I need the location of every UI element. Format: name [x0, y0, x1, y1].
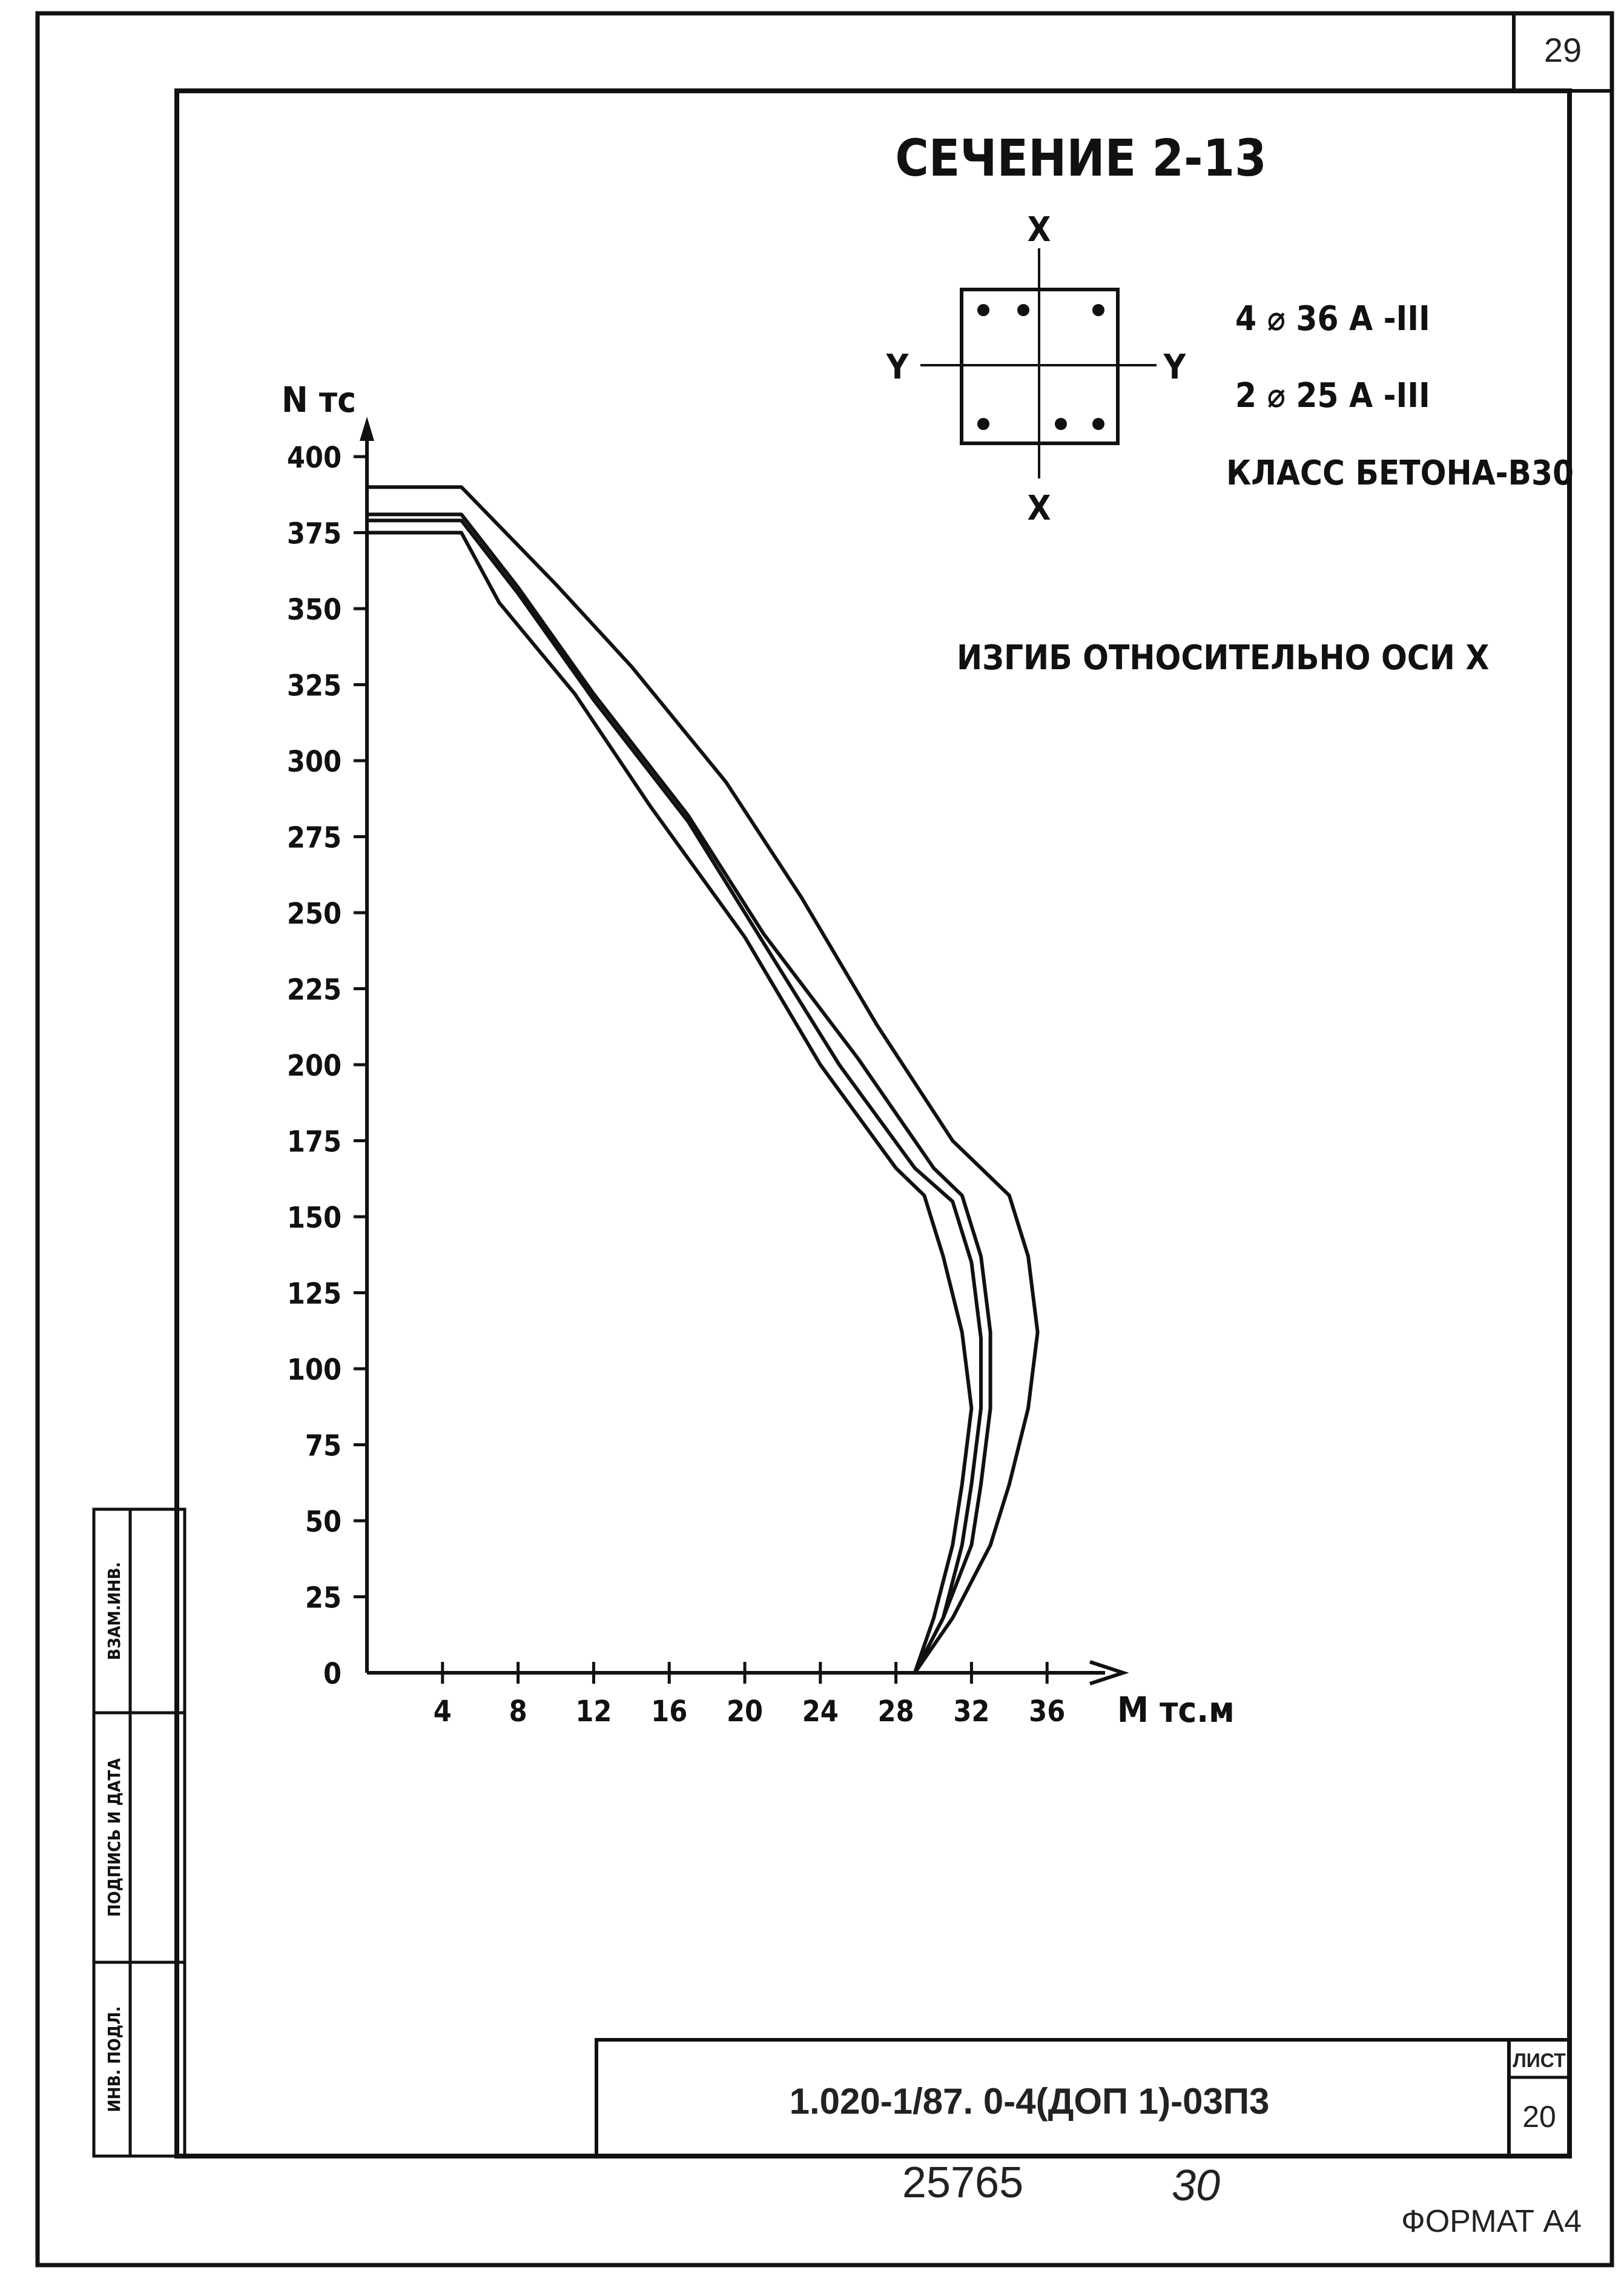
format-label: ФОРМАТ А4 — [1401, 2204, 1582, 2239]
stamp-inv-orig: ИНВ. ПОДЛ. — [104, 2006, 124, 2112]
x-tick-label: 32 — [953, 1695, 990, 1729]
series-line-curve-2 — [367, 514, 991, 1673]
outer-frame — [38, 13, 1612, 2265]
section-title: СЕЧЕНИЕ 2-13 — [895, 128, 1267, 188]
y-axis-title: N тс — [282, 379, 356, 420]
series-line-curve-3 — [367, 520, 981, 1673]
rebar-dots — [977, 304, 1104, 430]
x-tick-label: 36 — [1029, 1695, 1066, 1729]
x-tick-label: 20 — [726, 1695, 764, 1729]
x-tick-label: 16 — [651, 1695, 688, 1729]
y-tick-label: 350 — [286, 593, 342, 627]
y-tick-label: 275 — [286, 821, 342, 855]
sheet-number: 20 — [1522, 2100, 1556, 2134]
bending-note: ИЗГИБ ОТНОСИТЕЛЬНО ОСИ Х — [957, 638, 1490, 678]
y-tick-label: 150 — [286, 1201, 342, 1235]
side-stamp — [94, 1509, 185, 2156]
y-tick-label: 125 — [286, 1277, 342, 1311]
section-axis-y-right: Y — [1163, 348, 1186, 387]
y-tick-label: 300 — [286, 745, 342, 779]
y-tick-label: 175 — [286, 1125, 342, 1159]
series-line-curve-4 — [367, 533, 971, 1673]
series-line-curve-1 — [367, 487, 1038, 1673]
x-tick-label: 28 — [877, 1695, 914, 1729]
concrete-class: КЛАСС БЕТОНА-В30 — [1226, 454, 1574, 493]
y-tick-label: 225 — [286, 973, 342, 1007]
stamp-inv-replace: ВЗАМ.ИНВ. — [104, 1561, 124, 1661]
y-tick-label: 50 — [305, 1505, 342, 1539]
y-tick-label: 325 — [286, 669, 342, 703]
y-tick-label: 25 — [305, 1581, 342, 1615]
section-axis-x-bottom: X — [1027, 489, 1051, 528]
y-tick-label: 250 — [286, 897, 342, 931]
document-designation: 1.020-1/87. 0-4(ДОП 1)-03П3 — [789, 2081, 1270, 2122]
x-tick-label: 4 — [433, 1695, 452, 1729]
x-tick-label: 8 — [509, 1695, 527, 1729]
x-axis-title: М тс.м — [1117, 1689, 1235, 1730]
rebar-spec-1: 4 ⌀ 36 А -III — [1235, 299, 1430, 339]
y-tick-label: 100 — [286, 1353, 342, 1387]
page-number: 29 — [1543, 31, 1582, 69]
y-tick-label: 375 — [286, 517, 342, 551]
title-block — [596, 2040, 1570, 2156]
x-tick-label: 12 — [575, 1695, 612, 1729]
y-tick-label: 400 — [286, 441, 342, 475]
y-axis-arrow — [360, 417, 374, 441]
x-tick-label: 24 — [802, 1695, 839, 1729]
y-tick-label: 75 — [305, 1429, 342, 1463]
section-axis-x-top: X — [1027, 210, 1051, 250]
rebar-spec-2: 2 ⌀ 25 А -III — [1235, 376, 1430, 415]
y-tick-label: 200 — [286, 1049, 342, 1083]
stamp-signature-date: ПОДПИСЬ И ДАТА — [104, 1758, 124, 1917]
interaction-chart — [282, 379, 1235, 1730]
sheet-label: ЛИСТ — [1513, 2049, 1566, 2071]
section-axis-y-left: Y — [886, 348, 909, 387]
y-tick-label: 0 — [323, 1657, 342, 1691]
bottom-number-left: 25765 — [902, 2159, 1024, 2207]
bottom-number-right: 30 — [1171, 2162, 1221, 2210]
